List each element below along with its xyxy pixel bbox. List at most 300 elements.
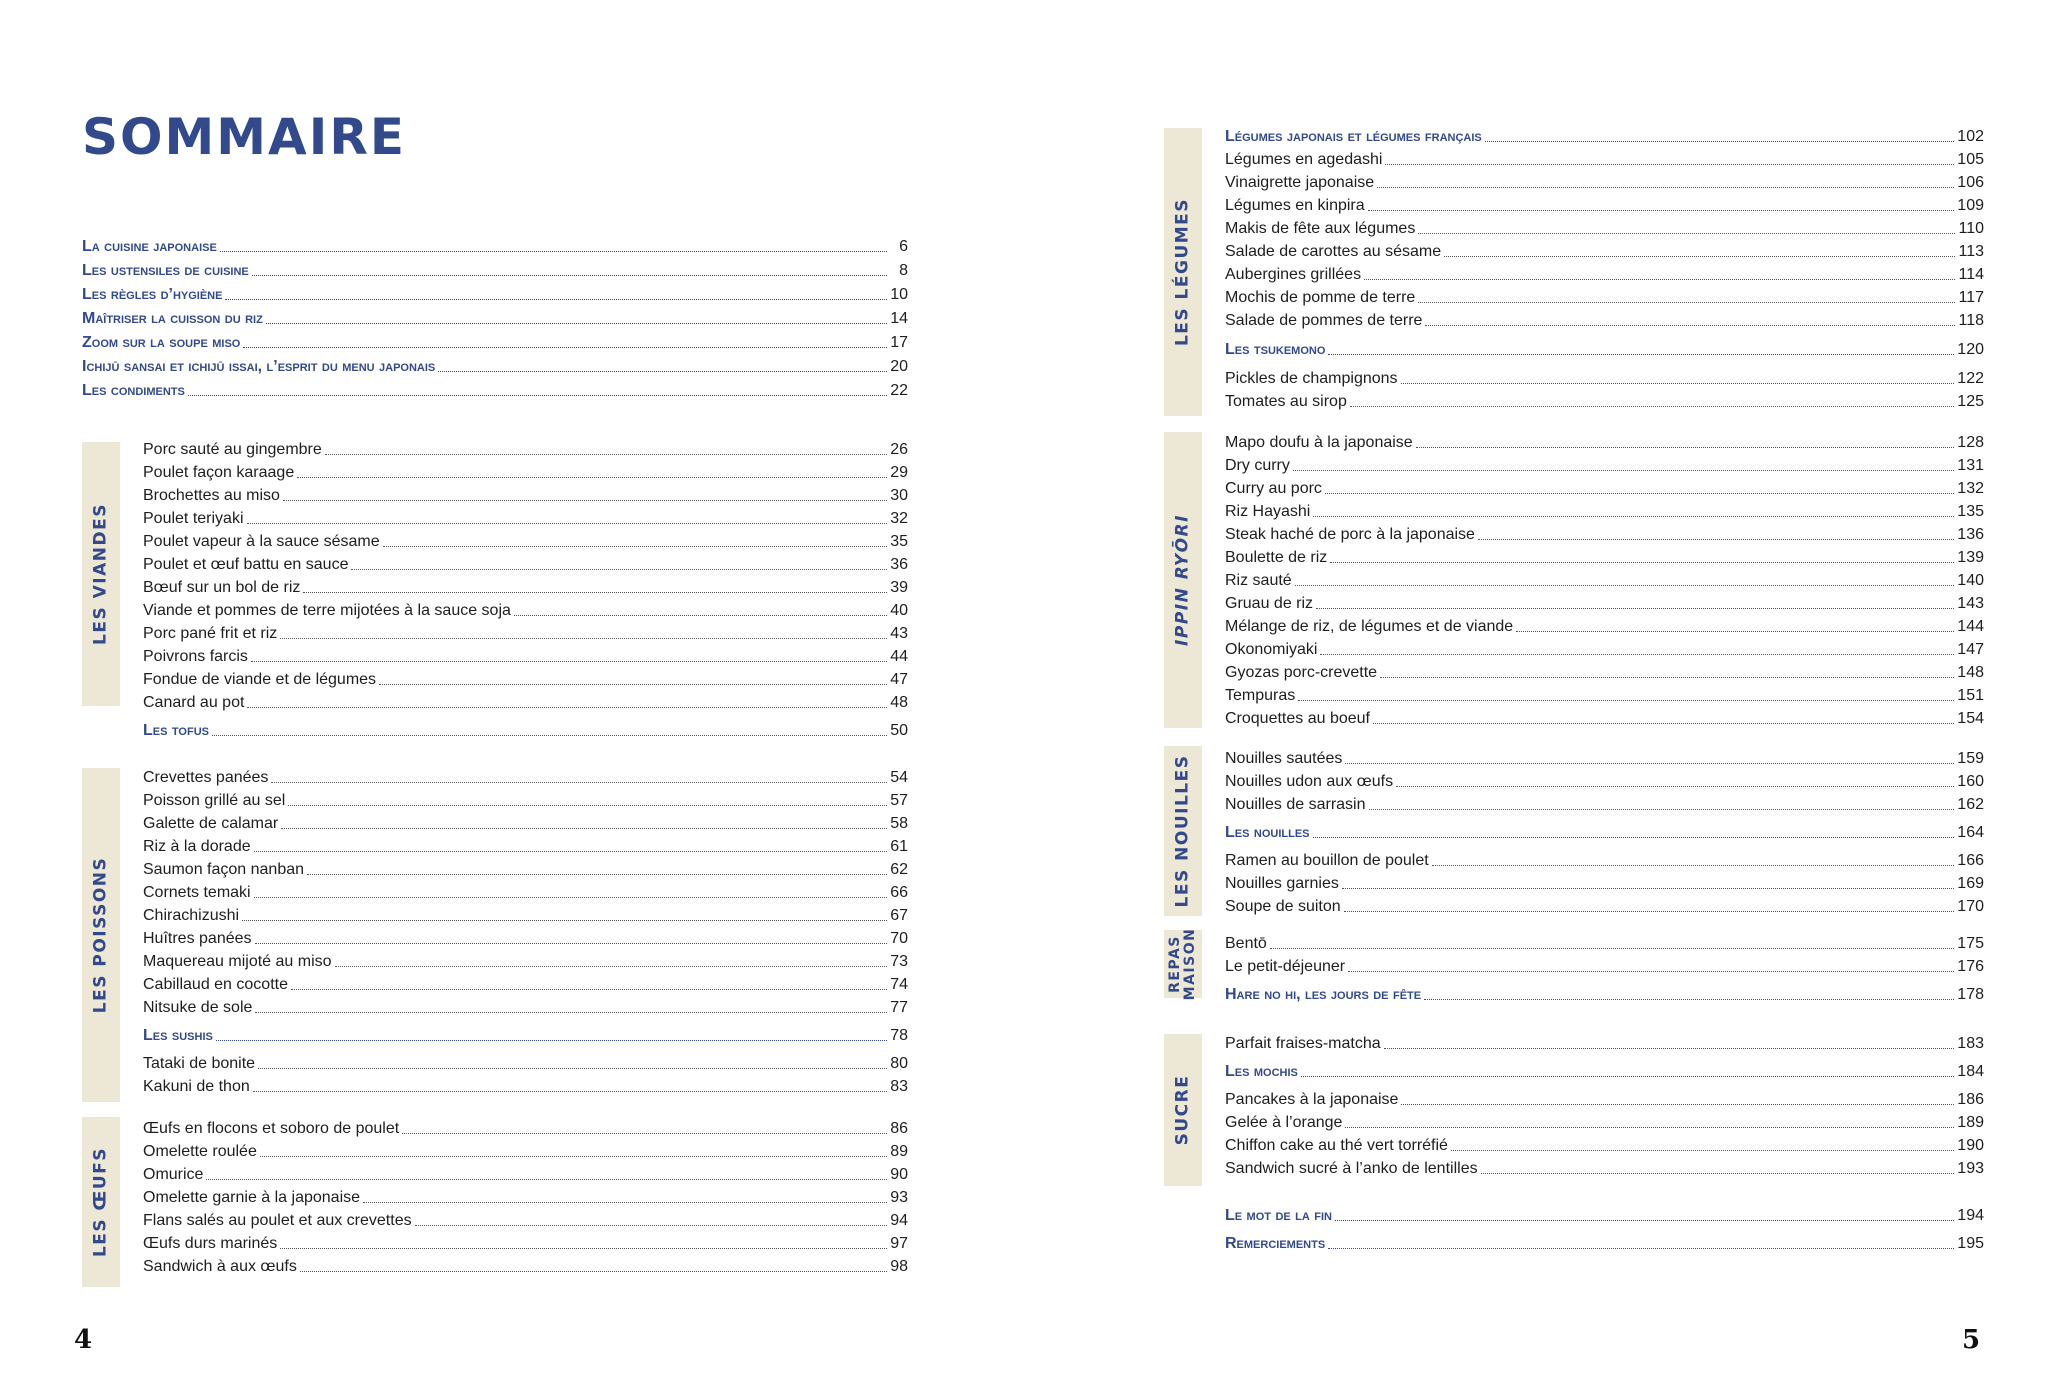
toc-entry-title: Fondue de viande et de légumes: [143, 671, 377, 688]
toc-page-number: 183: [1957, 1035, 1984, 1052]
toc-heading-entry[interactable]: [1225, 337, 1984, 359]
toc-entry[interactable]: [1225, 308, 1984, 330]
toc-entry-title: Poulet teriyaki: [143, 510, 244, 527]
toc-entry-title: Les tsukemono: [1225, 341, 1326, 358]
dot-leader: [1384, 1048, 1955, 1049]
toc-page-number: 169: [1957, 875, 1984, 892]
section-band: [1164, 746, 1202, 916]
dot-leader: [335, 966, 887, 967]
dot-leader: [514, 615, 887, 616]
toc-entry[interactable]: [1225, 476, 1984, 498]
toc-heading-entry[interactable]: [1225, 124, 1984, 146]
dot-leader: [280, 638, 887, 639]
toc-entry-title: Aubergines grillées: [1225, 266, 1362, 283]
dot-leader: [1377, 187, 1954, 188]
toc-entry[interactable]: [1225, 683, 1984, 705]
dot-leader: [1451, 1150, 1954, 1151]
toc-entry-title: Chiffon cake au thé vert torréfié: [1225, 1137, 1448, 1154]
toc-entry[interactable]: [1225, 193, 1984, 215]
dot-leader: [281, 828, 887, 829]
toc-entry[interactable]: [1225, 1087, 1984, 1109]
toc-entry[interactable]: [143, 598, 908, 620]
dot-leader: [1418, 233, 1955, 234]
toc-page-number: 47: [890, 671, 908, 688]
toc-heading-entry[interactable]: [143, 718, 908, 740]
toc-entry[interactable]: [143, 1231, 908, 1253]
toc-entry-title: Riz Hayashi: [1225, 503, 1311, 520]
toc-entry[interactable]: [1225, 1156, 1984, 1178]
toc-page-number: 44: [890, 648, 908, 665]
dot-leader: [1380, 677, 1954, 678]
toc-entry-title: Tataki de bonite: [143, 1055, 256, 1072]
dot-leader: [1344, 911, 1955, 912]
toc-entry[interactable]: [1225, 389, 1984, 411]
toc-entry[interactable]: [1225, 769, 1984, 791]
toc-page-number: 113: [1958, 243, 1984, 260]
dot-leader: [379, 684, 887, 685]
toc-entry-title: Poisson grillé au sel: [143, 792, 286, 809]
section-band: [82, 768, 120, 1102]
toc-entry[interactable]: [1225, 894, 1984, 916]
toc-entry[interactable]: [1225, 614, 1984, 636]
toc-entry[interactable]: [1225, 285, 1984, 307]
toc-entry[interactable]: [143, 1139, 908, 1161]
toc-entry-title: Omelette roulée: [143, 1143, 257, 1160]
section-band-label: [1168, 928, 1198, 1001]
toc-entry[interactable]: [143, 880, 908, 902]
dot-leader: [212, 735, 887, 736]
toc-entry[interactable]: [143, 926, 908, 948]
dot-leader: [1425, 325, 1955, 326]
dot-leader: [1369, 809, 1955, 810]
toc-page-number: 6: [899, 238, 908, 255]
toc-entry-title: Nouilles garnies: [1225, 875, 1339, 892]
toc-entry[interactable]: [1225, 147, 1984, 169]
toc-entry[interactable]: [143, 1162, 908, 1184]
dot-leader: [288, 805, 887, 806]
toc-page-number: 20: [890, 358, 908, 375]
dot-leader: [325, 454, 887, 455]
toc-entry[interactable]: [143, 621, 908, 643]
toc-entry[interactable]: [143, 483, 908, 505]
toc-heading-entry[interactable]: [143, 1023, 908, 1045]
toc-entry-title: Ramen au bouillon de poulet: [1225, 852, 1429, 869]
dot-leader: [1313, 837, 1955, 838]
toc-page-number: 148: [1957, 664, 1984, 681]
toc-page-number: 57: [890, 792, 908, 809]
toc-entry[interactable]: [1225, 545, 1984, 567]
toc-page-number: 184: [1957, 1063, 1984, 1080]
toc-entry[interactable]: [1225, 746, 1984, 768]
dot-leader: [280, 1248, 887, 1249]
dot-leader: [1293, 470, 1954, 471]
toc-entry-title: Porc pané frit et riz: [143, 625, 278, 642]
toc-entry[interactable]: [1225, 591, 1984, 613]
toc-entry[interactable]: [143, 644, 908, 666]
toc-page-number: 178: [1957, 986, 1984, 1003]
toc-entry[interactable]: [1225, 239, 1984, 261]
toc-entry[interactable]: [143, 506, 908, 528]
toc-entry-title: Nitsuke de sole: [143, 999, 253, 1016]
dot-leader: [1295, 585, 1955, 586]
dot-leader: [307, 874, 887, 875]
toc-entry[interactable]: [143, 667, 908, 689]
toc-page-number: 109: [1957, 197, 1984, 214]
dot-leader: [415, 1225, 887, 1226]
toc-page-number: 176: [1957, 958, 1984, 975]
toc-page-number: 93: [890, 1189, 908, 1206]
toc-page-number: 175: [1957, 935, 1984, 952]
dot-leader: [363, 1202, 887, 1203]
toc-entry-title: Nouilles udon aux œufs: [1225, 773, 1394, 790]
toc-entry-title: Pancakes à la japonaise: [1225, 1091, 1399, 1108]
toc-heading-entry[interactable]: [82, 354, 908, 376]
dot-leader: [1316, 608, 1954, 609]
section-band-label: LES LÉGUMES: [1172, 197, 1193, 347]
toc-page-number: 195: [1957, 1235, 1984, 1252]
section-band: [1164, 1034, 1202, 1186]
toc-entry-title: Soupe de suiton: [1225, 898, 1341, 915]
toc-entry[interactable]: [143, 995, 908, 1017]
toc-page-number: 170: [1957, 898, 1984, 915]
toc-entry[interactable]: [1225, 430, 1984, 452]
toc-entry[interactable]: [1225, 954, 1984, 976]
toc-entry[interactable]: [1225, 499, 1984, 521]
toc-page-number: 160: [1957, 773, 1984, 790]
dot-leader: [260, 1156, 887, 1157]
toc-entry-title: Poivrons farcis: [143, 648, 248, 665]
dot-leader: [1385, 164, 1954, 165]
toc-page-number: 131: [1957, 457, 1984, 474]
toc-page-number: 10: [890, 286, 908, 303]
toc-entry[interactable]: [1225, 660, 1984, 682]
dot-leader: [1320, 654, 1954, 655]
section-band-label: LES ŒUFS: [90, 1146, 111, 1258]
toc-page-number: 14: [890, 310, 908, 327]
toc-entry[interactable]: [143, 1116, 908, 1138]
toc-entry-title: Bentō: [1225, 935, 1267, 952]
dot-leader: [402, 1133, 887, 1134]
dot-leader: [255, 943, 887, 944]
toc-heading-entry[interactable]: [82, 258, 908, 280]
toc-heading-entry[interactable]: [82, 330, 908, 352]
toc-entry[interactable]: [143, 765, 908, 787]
section-band-label-line: REPAS: [1167, 935, 1183, 993]
toc-entry[interactable]: [143, 1051, 908, 1073]
toc-heading-entry[interactable]: [1225, 1231, 1984, 1253]
toc-entry[interactable]: [143, 1208, 908, 1230]
dot-leader: [303, 592, 887, 593]
toc-page-number: 54: [890, 769, 908, 786]
toc-entry-title: Tempuras: [1225, 687, 1296, 704]
toc-page-number: 154: [1957, 710, 1984, 727]
toc-page-number: 62: [890, 861, 908, 878]
dot-leader: [1313, 516, 1954, 517]
toc-page-number: 80: [890, 1055, 908, 1072]
dot-leader: [1485, 141, 1955, 142]
toc-entry-title: Croquettes au boeuf: [1225, 710, 1370, 727]
dot-leader: [1368, 210, 1955, 211]
toc-page-number: 66: [890, 884, 908, 901]
toc-entry-title: Hare no hi, les jours de fête: [1225, 986, 1422, 1003]
dot-leader: [188, 395, 887, 396]
section-band-label: LES VIANDES: [90, 503, 111, 645]
toc-entry-title: Le petit-déjeuner: [1225, 958, 1346, 975]
dot-leader: [1301, 1076, 1954, 1077]
toc-page-number: 17: [890, 334, 908, 351]
toc-entry-title: Ichijū sansai et ichijū issai, l’esprit du menu japonais: [82, 358, 436, 375]
toc-entry-title: Salade de pommes de terre: [1225, 312, 1423, 329]
section-band: [1164, 432, 1202, 728]
toc-entry-title: Gyozas porc-crevette: [1225, 664, 1378, 681]
toc-entry[interactable]: [1225, 871, 1984, 893]
dot-leader: [216, 1040, 887, 1041]
toc-page-number: 32: [890, 510, 908, 527]
dot-leader: [1401, 383, 1955, 384]
dot-leader: [1373, 723, 1954, 724]
toc-heading-entry[interactable]: [1225, 1203, 1984, 1225]
toc-entry-title: Remerciements: [1225, 1235, 1326, 1252]
toc-entry-title: Pickles de champignons: [1225, 370, 1398, 387]
toc-page-number: 132: [1957, 480, 1984, 497]
toc-entry-title: Œufs en flocons et soboro de poulet: [143, 1120, 400, 1137]
toc-entry[interactable]: [143, 811, 908, 833]
toc-page-number: 73: [890, 953, 908, 970]
toc-page-number: 39: [890, 579, 908, 596]
toc-entry[interactable]: [143, 460, 908, 482]
toc-entry-title: Crevettes panées: [143, 769, 269, 786]
toc-entry-title: Riz sauté: [1225, 572, 1292, 589]
toc-entry-title: Huîtres panées: [143, 930, 252, 947]
toc-entry-title: Parfait fraises-matcha: [1225, 1035, 1381, 1052]
dot-leader: [283, 500, 887, 501]
toc-heading-entry[interactable]: [82, 378, 908, 400]
page-number-right: 5: [1962, 1325, 1981, 1355]
dot-leader: [258, 1068, 887, 1069]
toc-heading-entry[interactable]: [82, 234, 908, 256]
toc-entry-title: Les mochis: [1225, 1063, 1298, 1080]
section-band: [1164, 128, 1202, 416]
dot-leader: [252, 275, 887, 276]
dot-leader: [247, 523, 888, 524]
toc-entry[interactable]: [1225, 216, 1984, 238]
toc-heading-entry[interactable]: [82, 306, 908, 328]
toc-page-number: 159: [1957, 750, 1984, 767]
toc-entry[interactable]: [1225, 792, 1984, 814]
toc-page-number: 89: [890, 1143, 908, 1160]
dot-leader: [1342, 888, 1954, 889]
dot-leader: [1325, 493, 1954, 494]
toc-entry[interactable]: [1225, 706, 1984, 728]
dot-leader: [1432, 865, 1955, 866]
toc-entry[interactable]: [143, 788, 908, 810]
toc-page-number: 162: [1957, 796, 1984, 813]
toc-entry-title: Saumon façon nanban: [143, 861, 305, 878]
toc-page-number: 147: [1957, 641, 1984, 658]
toc-entry[interactable]: [143, 903, 908, 925]
toc-entry[interactable]: [143, 834, 908, 856]
toc-entry[interactable]: [1225, 1031, 1984, 1053]
dot-leader: [225, 299, 887, 300]
toc-entry-title: Le mot de la fin: [1225, 1207, 1332, 1224]
toc-entry-title: Dry curry: [1225, 457, 1290, 474]
toc-entry-title: Gelée à l’orange: [1225, 1114, 1343, 1131]
toc-entry-title: Omelette garnie à la japonaise: [143, 1189, 361, 1206]
toc-entry[interactable]: [1225, 453, 1984, 475]
toc-page-number: 70: [890, 930, 908, 947]
toc-page-number: 77: [890, 999, 908, 1016]
toc-entry[interactable]: [143, 1074, 908, 1096]
toc-entry-title: Vinaigrette japonaise: [1225, 174, 1375, 191]
toc-entry[interactable]: [143, 949, 908, 971]
toc-page-number: 94: [890, 1212, 908, 1229]
toc-entry-title: Salade de carottes au sésame: [1225, 243, 1442, 260]
toc-entry-title: Cornets temaki: [143, 884, 251, 901]
toc-entry-title: Œufs durs marinés: [143, 1235, 278, 1252]
toc-entry-title: Les sushis: [143, 1027, 213, 1044]
toc-page-number: 48: [890, 694, 908, 711]
dot-leader: [1396, 786, 1954, 787]
toc-page-number: 106: [1957, 174, 1984, 191]
dot-leader: [1401, 1104, 1954, 1105]
toc-heading-entry[interactable]: [82, 282, 908, 304]
toc-page-number: 90: [890, 1166, 908, 1183]
toc-entry-title: Les tofus: [143, 722, 209, 739]
toc-page-number: 164: [1957, 824, 1984, 841]
dot-leader: [271, 782, 887, 783]
toc-entry-title: Maîtriser la cuisson du riz: [82, 310, 263, 327]
toc-entry[interactable]: [143, 1254, 908, 1276]
dot-leader: [1330, 562, 1954, 563]
toc-heading-entry[interactable]: [1225, 1059, 1984, 1081]
section-band-label: SUCRE: [1172, 1074, 1193, 1146]
toc-entry-title: Les ustensiles de cuisine: [82, 262, 249, 279]
dot-leader: [251, 661, 887, 662]
page-number-left: 4: [74, 1325, 93, 1355]
toc-entry-title: Brochettes au miso: [143, 487, 280, 504]
dot-leader: [1424, 999, 1954, 1000]
dot-leader: [1444, 256, 1955, 257]
toc-entry[interactable]: [143, 529, 908, 551]
toc-page-number: 30: [890, 487, 908, 504]
toc-entry[interactable]: [1225, 366, 1984, 388]
section-band-label-line: MAISON: [1182, 927, 1198, 1001]
dot-leader: [1516, 631, 1954, 632]
section-band: [1164, 927, 1202, 1001]
toc-entry[interactable]: [1225, 522, 1984, 544]
toc-page-number: 67: [890, 907, 908, 924]
dot-leader: [1364, 279, 1955, 280]
dot-leader: [220, 251, 887, 252]
toc-page-number: 144: [1957, 618, 1984, 635]
toc-page-number: 105: [1957, 151, 1984, 168]
toc-page-number: 143: [1957, 595, 1984, 612]
toc-entry-title: Chirachizushi: [143, 907, 240, 924]
toc-entry[interactable]: [1225, 568, 1984, 590]
section-band-label: LES POISSONS: [90, 856, 111, 1014]
toc-entry-title: Galette de calamar: [143, 815, 279, 832]
toc-entry-title: Tomates au sirop: [1225, 393, 1347, 410]
toc-page-number: 97: [890, 1235, 908, 1252]
dot-leader: [254, 851, 887, 852]
toc-page-number: 122: [1957, 370, 1984, 387]
toc-page-number: 186: [1957, 1091, 1984, 1108]
toc-entry-title: Sandwich à aux œufs: [143, 1258, 297, 1275]
toc-heading-entry[interactable]: [1225, 982, 1984, 1004]
toc-entry-title: Nouilles de sarrasin: [1225, 796, 1366, 813]
dot-leader: [1335, 1220, 1954, 1221]
toc-page-number: 120: [1957, 341, 1984, 358]
dot-leader: [300, 1271, 887, 1272]
toc-entry-title: Flans salés au poulet et aux crevettes: [143, 1212, 412, 1229]
dot-leader: [242, 920, 887, 921]
dot-leader: [1345, 763, 1954, 764]
toc-page-number: 86: [890, 1120, 908, 1137]
toc-entry-title: Cabillaud en cocotte: [143, 976, 288, 993]
dot-leader: [1345, 1127, 1954, 1128]
toc-entry-title: Viande et pommes de terre mijotées à la sauce soja: [143, 602, 511, 619]
toc-page-number: 151: [1957, 687, 1984, 704]
toc-entry[interactable]: [1225, 262, 1984, 284]
toc-entry[interactable]: [143, 972, 908, 994]
toc-page-number: 26: [890, 441, 908, 458]
toc-page-number: 61: [890, 838, 908, 855]
toc-entry[interactable]: [143, 1185, 908, 1207]
toc-page-number: 98: [890, 1258, 908, 1275]
toc-entry[interactable]: [143, 437, 908, 459]
toc-page-number: 40: [890, 602, 908, 619]
toc-page-number: 58: [890, 815, 908, 832]
toc-entry-title: Sandwich sucré à l’anko de lentilles: [1225, 1160, 1478, 1177]
toc-heading-entry[interactable]: [1225, 820, 1984, 842]
toc-page-number: 8: [899, 262, 908, 279]
toc-entry[interactable]: [143, 552, 908, 574]
toc-page-number: 22: [890, 382, 908, 399]
toc-entry[interactable]: [1225, 848, 1984, 870]
toc-entry-title: Légumes en agedashi: [1225, 151, 1383, 168]
toc-entry[interactable]: [1225, 1110, 1984, 1132]
toc-entry-title: Légumes en kinpira: [1225, 197, 1365, 214]
toc-entry-title: Zoom sur la soupe miso: [82, 334, 241, 351]
toc-page-number: 125: [1957, 393, 1984, 410]
toc-entry[interactable]: [1225, 931, 1984, 953]
toc-entry-title: Omurice: [143, 1166, 204, 1183]
toc-page-number: 193: [1957, 1160, 1984, 1177]
dot-leader: [383, 546, 887, 547]
toc-page-number: 102: [1957, 128, 1984, 145]
toc-page-number: 74: [890, 976, 908, 993]
toc-page-number: 189: [1957, 1114, 1984, 1131]
toc-entry-title: Les condiments: [82, 382, 185, 399]
toc-entry-title: Gruau de riz: [1225, 595, 1314, 612]
dot-leader: [243, 347, 887, 348]
toc-page-number: 136: [1957, 526, 1984, 543]
dot-leader: [266, 323, 887, 324]
toc-entry[interactable]: [1225, 1133, 1984, 1155]
toc-entry-title: Porc sauté au gingembre: [143, 441, 322, 458]
toc-entry[interactable]: [143, 690, 908, 712]
toc-entry[interactable]: [1225, 170, 1984, 192]
toc-entry[interactable]: [143, 575, 908, 597]
toc-page-number: 118: [1958, 312, 1984, 329]
toc-page-number: 36: [890, 556, 908, 573]
toc-entry[interactable]: [1225, 637, 1984, 659]
toc-page-number: 35: [890, 533, 908, 550]
section-band: [82, 1117, 120, 1287]
toc-entry[interactable]: [143, 857, 908, 879]
dot-leader: [253, 1091, 887, 1092]
toc-entry-title: La cuisine japonaise: [82, 238, 217, 255]
